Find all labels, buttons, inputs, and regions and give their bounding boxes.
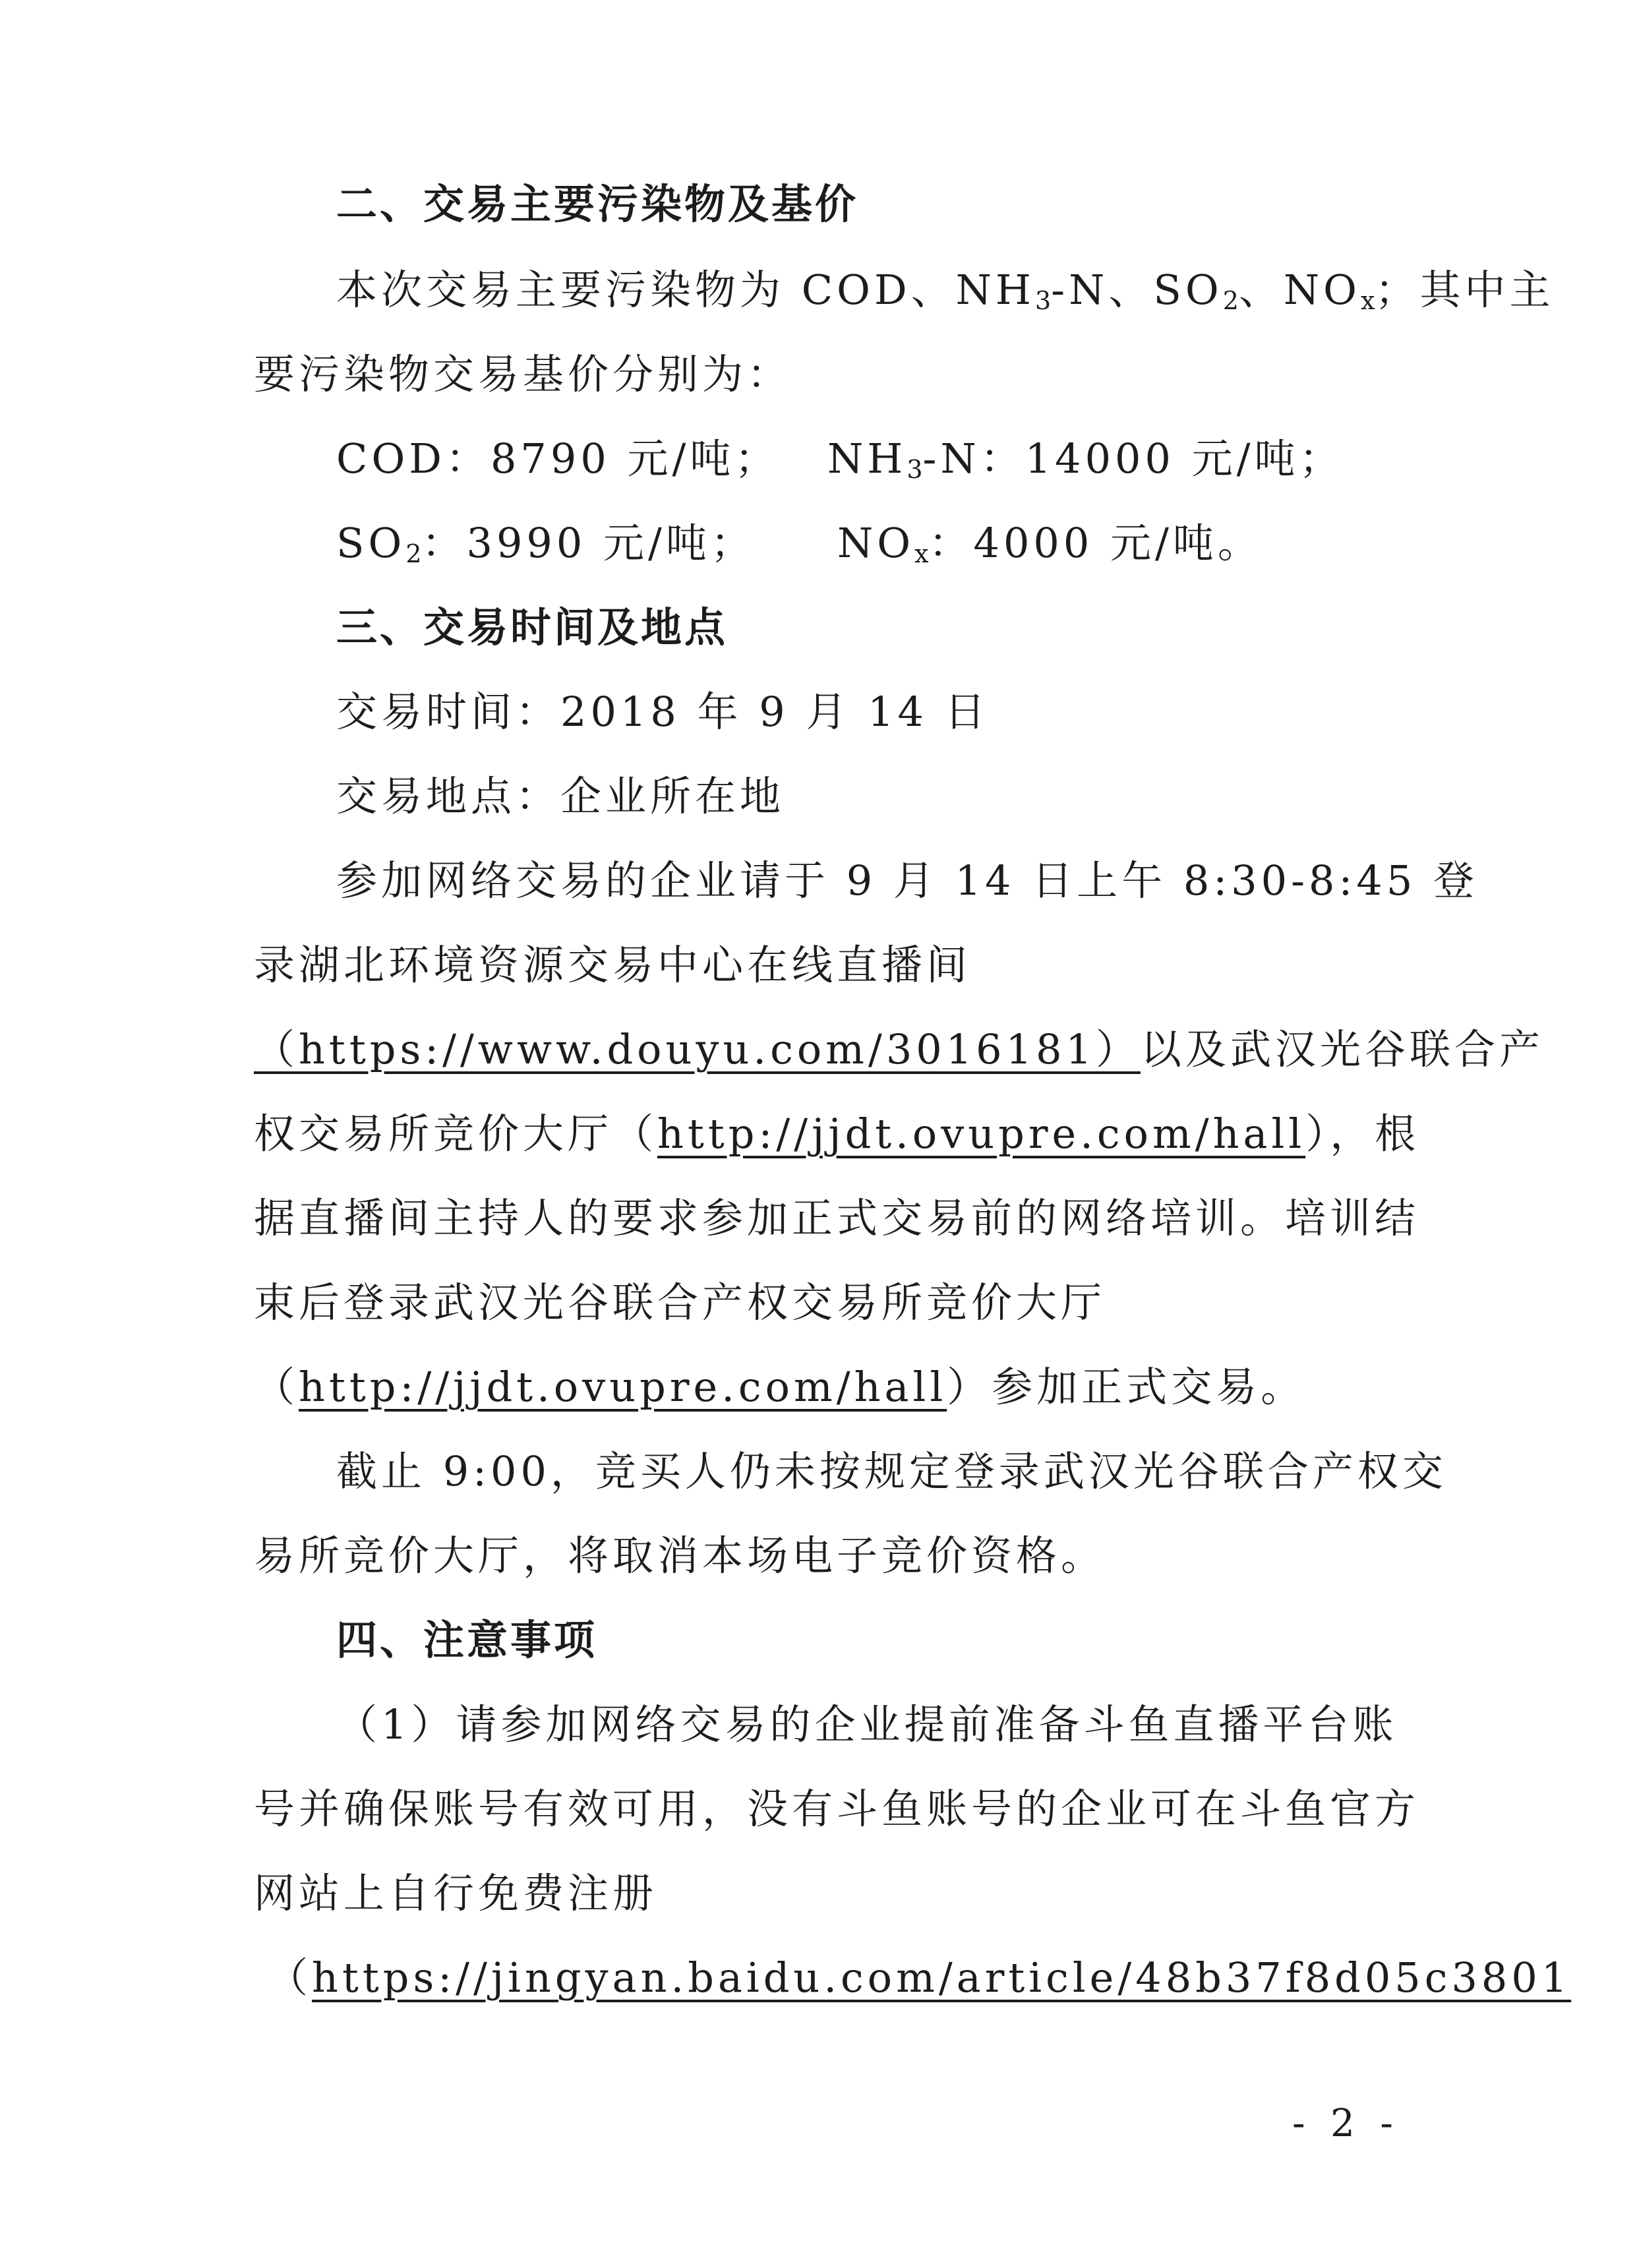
trade-place: 交易地点：企业所在地	[336, 772, 785, 820]
section3-p2-line-2: 易所竞价大厅，将取消本场电子竞价资格。	[254, 1532, 1106, 1580]
nox-price	[837, 517, 1263, 570]
text-segment: ；其中主	[1375, 266, 1555, 314]
text-segment: -N：14000 元/吨；	[922, 434, 1344, 483]
page-number: - 2 -	[1292, 2101, 1400, 2145]
trade-time: 交易时间：2018 年 9 月 14 日	[336, 688, 990, 736]
text-segment: SO	[336, 519, 406, 567]
section3-p1-line-6: 束后登录武汉光谷联合产权交易所竞价大厅	[254, 1278, 1106, 1327]
section4-item1-line-1: （1）请参加网络交易的企业提前准备斗鱼直播平台账	[336, 1700, 1398, 1748]
nh3n-price	[827, 433, 1344, 485]
douyu-link[interactable]: （https://www.douyu.com/3016181）	[254, 1025, 1141, 1073]
hall-link-2[interactable]: http://jjdt.ovupre.com/hall	[299, 1363, 947, 1411]
text-segment: ：3990 元/吨；	[421, 519, 756, 567]
section4-item1-line-3: 网站上自行免费注册	[254, 1869, 658, 1917]
subscript: 2	[405, 539, 422, 568]
section3-p1-line-1: 参加网络交易的企业请于 9 月 14 日上午 8:30-8:45 登	[336, 856, 1478, 905]
text-segment: NH	[827, 434, 907, 483]
cod-price: COD：8790 元/吨；	[336, 434, 780, 483]
section3-heading: 三、交易时间及地点	[336, 603, 728, 651]
section3-p1-line-4	[254, 1108, 1419, 1160]
section3-p1-line-7	[254, 1361, 1305, 1414]
so2-price	[336, 517, 756, 570]
text-segment: 、NO	[1238, 266, 1361, 314]
section4-item1-line-4	[267, 1952, 1571, 2004]
section3-p1-line-2: 录湖北环境资源交易中心在线直播间	[254, 941, 972, 989]
section3-p1-line-5: 据直播间主持人的要求参加正式交易前的网络培训。培训结	[254, 1194, 1420, 1242]
subscript: 3	[907, 455, 923, 484]
section3-p2-line-1: 截止 9:00，竞买人仍未按规定登录武汉光谷联合产权交	[336, 1447, 1447, 1495]
subscript: x	[1361, 286, 1375, 315]
subscript: x	[914, 539, 929, 568]
text-segment: 以及武汉光谷联合产	[1140, 1025, 1544, 1073]
text-segment: NO	[837, 519, 915, 567]
subscript: 2	[1222, 286, 1239, 315]
text-segment: -N、SO	[1051, 266, 1223, 314]
text-segment: ：4000 元/吨。	[928, 519, 1263, 567]
text-segment: （	[254, 1363, 299, 1411]
section2-heading: 二、交易主要污染物及基价	[336, 180, 859, 228]
text-segment: 权交易所竞价大厅（	[254, 1110, 658, 1158]
text-segment: （	[267, 1954, 312, 2002]
subscript: 3	[1035, 286, 1052, 315]
section2-para-line-1	[336, 264, 1554, 316]
baidu-link[interactable]: https://jingyan.baidu.com/article/48b37f8d05c3801	[312, 1954, 1572, 2002]
section3-p1-line-3	[254, 1023, 1544, 1076]
hall-link[interactable]: http://jjdt.ovupre.com/hall	[657, 1110, 1306, 1158]
text-segment: ），根	[1305, 1110, 1420, 1158]
section4-item1-line-2: 号并确保账号有效可用，没有斗鱼账号的企业可在斗鱼官方	[254, 1785, 1420, 1833]
text-segment: ）参加正式交易。	[947, 1363, 1306, 1411]
section4-heading: 四、注意事项	[336, 1616, 598, 1664]
section2-para-line-2: 要污染物交易基价分别为：	[254, 350, 792, 398]
text-segment: 本次交易主要污染物为 COD、NH	[336, 266, 1036, 314]
